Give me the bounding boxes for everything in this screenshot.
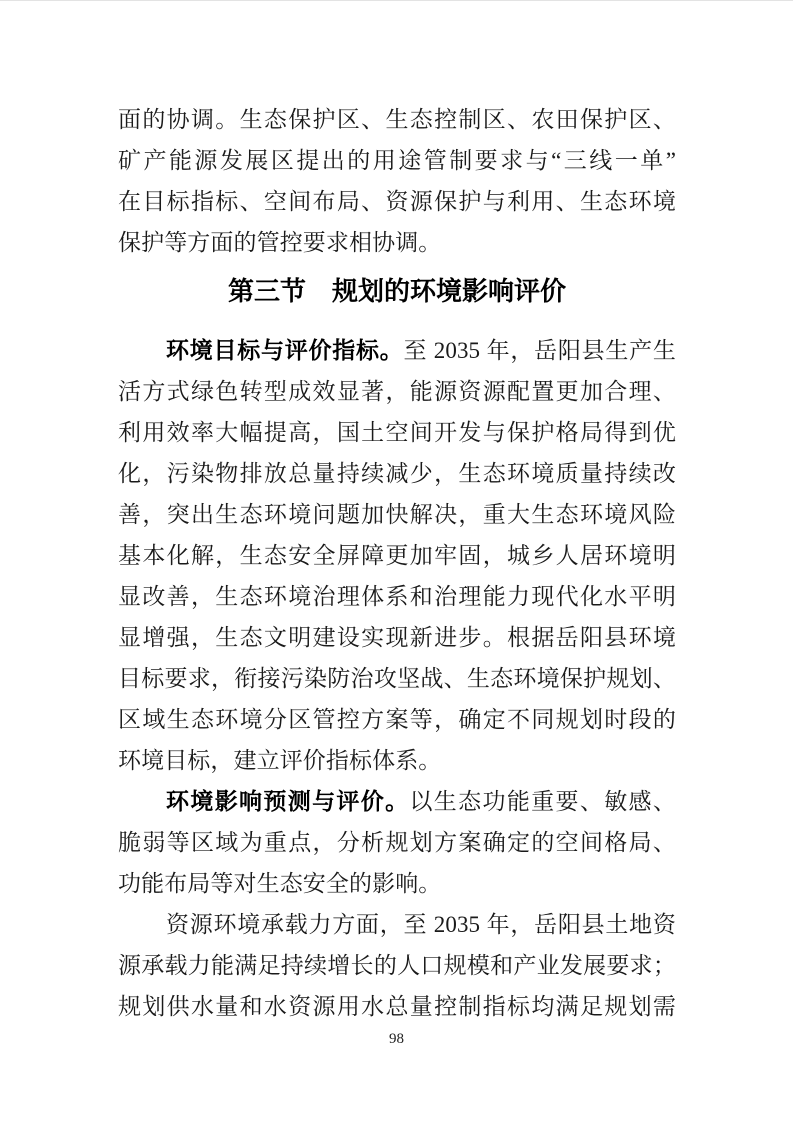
body-text: 善，突出生态环境问题加快解决，重大生态环境风险: [118, 502, 676, 527]
body-text: 脆弱等区域为重点，分析规划方案确定的空间格局、: [118, 830, 676, 855]
body-text: 规划供水量和水资源用水总量控制指标均满足规划需: [118, 994, 676, 1019]
body-text-after-heading: [118, 330, 676, 1027]
bold-lead-in-text: 环境目标与评价指标。: [166, 338, 404, 363]
body-text: 目标要求，衔接污染防治攻坚战、生态环境保护规划、: [118, 666, 676, 691]
body-text: 至 2035 年，岳阳县生产生: [403, 338, 676, 363]
body-text: 功能布局等对生态安全的影响。: [118, 871, 442, 896]
text-line: [118, 535, 676, 576]
text-line: [118, 658, 676, 699]
body-text: 资源环境承载力方面，至 2035 年，岳阳县土地资: [166, 912, 676, 937]
body-text: 区域生态环境分区管控方案等，确定不同规划时段的: [118, 707, 676, 732]
text-line: [118, 740, 676, 781]
body-text: 环境目标，建立评价指标体系。: [118, 748, 442, 773]
body-text: 源承载力能满足持续增长的人口规模和产业发展要求；: [118, 953, 676, 978]
page-content: [118, 99, 676, 1027]
text-line: [118, 140, 676, 181]
body-text: 在目标指标、空间布局、资源保护与利用、生态环境: [118, 189, 676, 214]
text-line: [118, 222, 676, 263]
body-text: 基本化解，生态安全屏障更加牢固，城乡人居环境明: [118, 543, 676, 568]
text-line: [118, 99, 676, 140]
text-line: [118, 781, 676, 822]
body-text: 显增强，生态文明建设实现新进步。根据岳阳县环境: [118, 625, 676, 650]
text-line: [118, 371, 676, 412]
body-text: 活方式绿色转型成效显著，能源资源配置更加合理、: [118, 379, 676, 404]
body-text-before-heading: [118, 99, 676, 263]
text-line: [118, 617, 676, 658]
text-line: [118, 863, 676, 904]
text-line: [118, 330, 676, 371]
body-text: 化，污染物排放总量持续减少，生态环境质量持续改: [118, 461, 676, 486]
body-text: 矿产能源发展区提出的用途管制要求与“三线一单”: [118, 148, 676, 173]
text-line: [118, 494, 676, 535]
text-line: [118, 453, 676, 494]
section-heading: 第三节 规划的环境影响评价: [227, 276, 566, 306]
text-line: [118, 822, 676, 863]
text-line: [118, 904, 676, 945]
text-line: [118, 576, 676, 617]
text-line: [118, 986, 676, 1027]
body-text: 面的协调。生态保护区、生态控制区、农田保护区、: [118, 107, 676, 132]
text-line: [118, 945, 676, 986]
body-text: 显改善，生态环境治理体系和治理能力现代化水平明: [118, 584, 676, 609]
bold-lead-in-text: 环境影响预测与评价。: [166, 789, 410, 814]
page-number: 98: [389, 1031, 404, 1047]
text-line: [118, 412, 676, 453]
text-line: [118, 181, 676, 222]
body-text: 利用效率大幅提高，国土空间开发与保护格局得到优: [118, 420, 676, 445]
body-text: 保护等方面的管控要求相协调。: [118, 230, 442, 255]
body-text: 以生态功能重要、敏感、: [409, 789, 676, 814]
text-line: [118, 699, 676, 740]
